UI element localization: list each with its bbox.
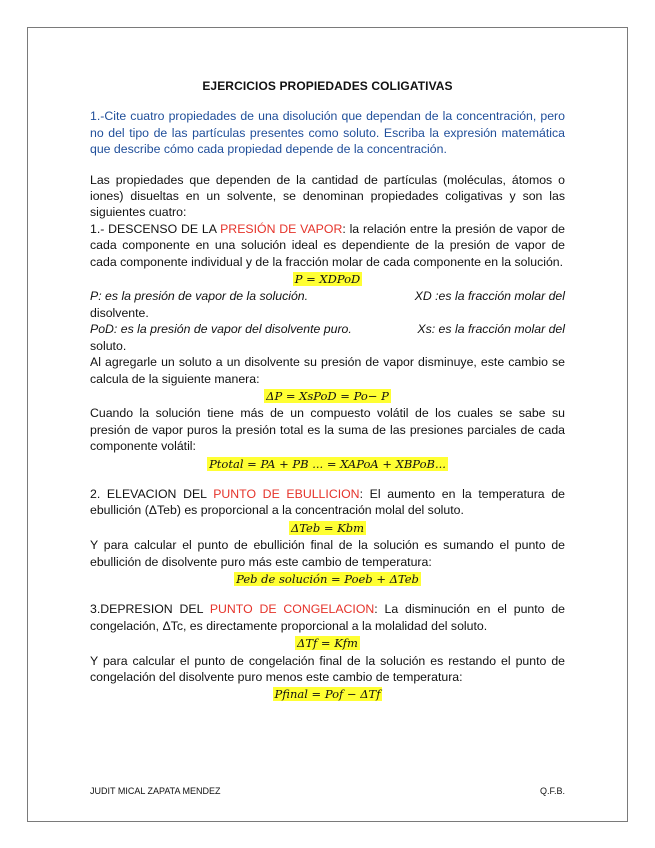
definition-row-1-cont: disolvente. (90, 305, 149, 320)
page-title: EJERCICIOS PROPIEDADES COLIGATIVAS (202, 79, 453, 93)
equation-text: Peb de solución = Poeb + ΔTeb (236, 571, 419, 586)
section-1-paragraph-2: Al agregarle un soluto a un disolvente su presión de vapor disminuye, este cambio se calcula de la siguiente manera: (90, 355, 565, 386)
section-2-paragraph-2: Y para calcular el punto de ebullición final de la solución es sumando el punto de ebullición de disolvente puro más este cambio de temperatura: (90, 538, 565, 569)
equation-text: P = XDPoD (294, 272, 361, 287)
definition-p: P: es la presión de vapor de la solución. (90, 289, 309, 304)
section-2-prefix: 2. ELEVACION DEL (90, 486, 214, 501)
section-3-prefix: 3.DEPRESION DEL (90, 602, 210, 617)
equation-delta-tf (90, 635, 565, 651)
definition-xs: Xs: es la fracción molar del (417, 322, 565, 337)
footer-author: JUDIT MICAL ZAPATA MENDEZ (90, 786, 221, 796)
section-1-keyword: PRESIÓN DE VAPOR (220, 221, 343, 236)
definition-pod: PoD: es la presión de vapor del disolvente puro. (90, 322, 352, 337)
section-2-heading (90, 486, 565, 519)
equation-pfinal (90, 686, 565, 702)
equation-peb (90, 571, 565, 587)
definition-row-2 (90, 321, 565, 337)
section-3-keyword: PUNTO DE CONGELACION (209, 602, 375, 617)
footer-degree: Q.F.B. (539, 786, 565, 796)
section-1-heading (90, 221, 565, 270)
section-2-keyword: PUNTO DE EBULLICION (213, 486, 360, 501)
section-1-paragraph-3: Cuando la solución tiene más de un compuesto volátil de los cuales se sabe su presión de vapor puros la presión total es la suma de las presiones parciales de cada componente volátil: (90, 406, 565, 454)
section-2-text: : El aumento en la temperatura de ebullición (ΔTeb) es proporcional a la concentración molal del soluto. (90, 486, 565, 518)
definition-xd: XD :es la fracción molar del (414, 289, 565, 304)
intro-paragraph: Las propiedades que dependen de la cantidad de partículas (moléculas, átomos o iones) disueltas en un solvente, se denominan propiedades coligativas y son las siguientes cuatro: (90, 172, 565, 220)
equation-total-pressure (90, 456, 565, 472)
equation-text: Ptotal = PA + PB ... = XAPoA + XBPoB... (209, 456, 446, 471)
section-3-heading (90, 601, 565, 634)
equation-text: Pfinal = Pof − ΔTf (274, 687, 381, 702)
equation-vapor-pressure (90, 271, 565, 287)
section-3-text: : La disminución en el punto de congelación, ΔTc, es directamente proporcional a la molalidad del soluto. (90, 602, 566, 633)
section-3-paragraph-2: Y para calcular el punto de congelación final de la solución es restando el punto de congelación del disolvente puro menos este cambio de temperatura: (90, 653, 565, 684)
equation-text: ΔTeb = Kbm (290, 520, 365, 535)
definition-row-2-cont: soluto. (90, 338, 127, 353)
equation-text: ΔP = XsPoD = Po− P (266, 388, 389, 403)
equation-delta-p (90, 388, 565, 404)
section-1-text: : la relación entre la presión de vapor de cada componente en una solución ideal es dependiente de la presión de vapor de cada componente individual y de la fracción molar de cada componente en la solución. (90, 221, 565, 269)
page-footer (90, 786, 565, 796)
equation-delta-teb (90, 520, 565, 536)
document-page (27, 27, 628, 822)
question-1: 1.-Cite cuatro propiedades de una disolución que dependan de la concentración, pero no del tipo de las partículas presentes como soluto. Escriba la expresión matemática que describe cómo cada propiedad depende de la concentración. (90, 109, 565, 157)
equation-text: ΔTf = Kfm (297, 636, 358, 651)
section-1-prefix: 1.- DESCENSO DE LA (90, 221, 221, 236)
page-content (90, 78, 565, 704)
definition-row-1 (90, 288, 565, 304)
